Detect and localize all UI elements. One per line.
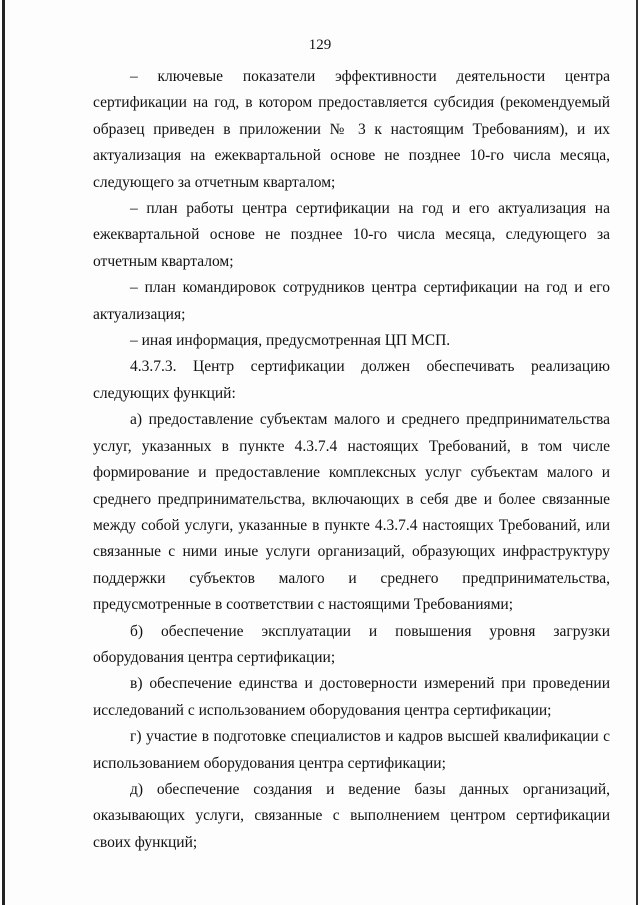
paragraph-item-b: б) обеспечение эксплуатации и повышения уровня загрузки оборудования центра сертификации;: [93, 622, 610, 666]
paragraph-item-v: в) обеспечение единства и достоверности измерений при проведении исследований с использованием оборудования центра сертификации;: [93, 675, 610, 719]
document-body: [93, 64, 610, 856]
paragraph-item-g: г) участие в подготовке специалистов и кадров высшей квалификации с использованием оборудования центра сертификации;: [93, 728, 610, 772]
paragraph-other-info: – иная информация, предусмотренная ЦП МСП.: [130, 332, 451, 350]
scan-edge-left: [2, 0, 5, 905]
page-number: 129: [308, 37, 332, 53]
paragraph-item-a: а) предоставление субъектам малого и среднего предпринимательства услуг, указанных в пункте 4.3.7.4 настоящих Требований, в том числе формирование и предоставление комплексных услуг субъектам малого и среднего предпринимательства, включающих в себя две и более связанные между собой услуги, указанные в пункте 4.3.7.4 настоящих Требований, или связанные с ними иные услуги организаций, образующих инфраструктуру поддержки субъектов малого и среднего предпринимательства, предусмотренные в соответствии с настоящими Требованиями;: [93, 411, 610, 614]
scan-edge-right: [636, 0, 638, 905]
paragraph-kpi: – ключевые показатели эффективности деятельности центра сертификации на год, в котором предоставляется субсидия (рекомендуемый образец приведен в приложении № 3 к настоящим Требованиям), и их актуализация на ежеквартальной основе не позднее 10-го числа месяца, следующего за отчетным кварталом;: [93, 68, 610, 191]
paragraph-item-d: д) обеспечение создания и ведение базы данных организаций, оказывающих услуги, связанные с выполнением центром сертификации своих функций;: [93, 780, 610, 851]
paragraph-work-plan: – план работы центра сертификации на год и его актуализация на ежеквартальной основе не позднее 10-го числа месяца, следующего за отчетным кварталом;: [93, 200, 610, 270]
paragraph-business-trips: – план командировок сотрудников центра сертификации на год и его актуализация;: [93, 279, 610, 323]
paragraph-section-4-3-7-3: 4.3.7.3. Центр сертификации должен обеспечивать реализацию следующих функций:: [93, 358, 610, 402]
